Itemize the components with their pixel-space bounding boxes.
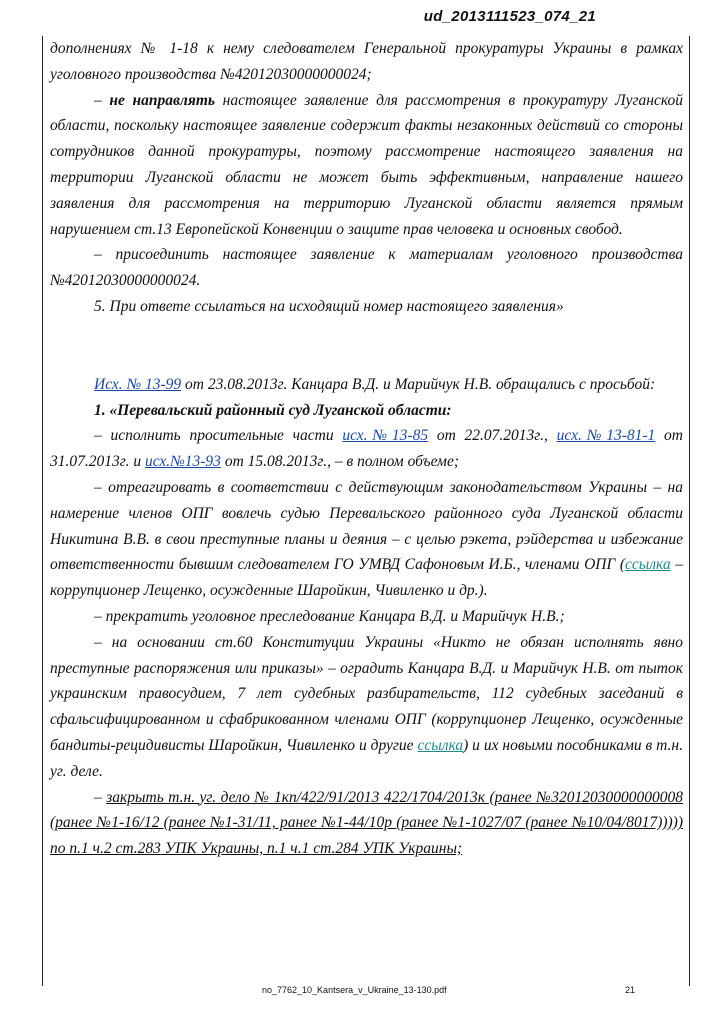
paragraph-text: от 15.08.2013г., – в полном объеме; xyxy=(220,453,459,471)
source-link[interactable]: ссылка xyxy=(625,556,671,574)
paragraph-text: – исполнить просительные части xyxy=(94,427,343,445)
paragraph-reply-note: 5. При ответе ссылаться на исходящий номер настоящего заявления» xyxy=(94,297,564,315)
ref-link-13-81-1[interactable]: исх.№13-81-1 xyxy=(556,427,656,445)
dash: – xyxy=(94,788,107,806)
paragraph-text: от 22.07.2013г., xyxy=(428,427,557,445)
paragraph-text: от 31.07.2013г. и xyxy=(50,427,683,471)
paragraph-text: ) и их новыми пособниками в т.н. уг. деле. xyxy=(50,736,684,780)
court-heading: 1. «Перевальский районный суд Луганской области: xyxy=(94,401,452,419)
paragraph-request xyxy=(50,372,683,398)
paragraph-respond xyxy=(50,475,683,604)
page-number: 21 xyxy=(625,985,636,995)
dash: – xyxy=(94,91,110,109)
document-body xyxy=(50,36,683,862)
outgoing-ref-link[interactable]: Исх. № 13-99 xyxy=(94,375,182,393)
paragraph-attach: – присоединить настоящее заявление к материалам уголовного производства №42012030000000024. xyxy=(50,246,683,290)
paragraph-text: – на основании ст.60 Конституции Украины «Никто не обязан исполнять явно преступные распоряжения или приказы» – оградить Канцара В.Д. и Марийчук Н.В. от пыток украинским правосудием, 7 лет судебных разбирательств, 112 судебных заседаний в сфальсифицированном и сфабрикованном членами ОПГ (коррупционер Лещенко, осужденные бандиты-рецидивисты Шаройкин, Чивиленко и другие xyxy=(50,633,683,754)
paragraph-stop-prosecution: – прекратить уголовное преследование Канцара В.Д. и Марийчук Н.В.; xyxy=(94,607,565,625)
paragraph-not-forward xyxy=(50,88,683,243)
paragraph-constitution xyxy=(50,630,683,785)
paragraph-text: от 23.08.2013г. Канцара В.Д. и Марийчук Н.В. обращались с просьбой: xyxy=(181,375,656,393)
paragraph-execute xyxy=(50,423,683,475)
ref-link-13-93[interactable]: исх.№13-93 xyxy=(144,453,221,471)
source-link[interactable]: ссылка xyxy=(417,736,464,754)
bold-phrase: не направлять xyxy=(109,91,215,109)
underlined-text: закрыть т.н. уг. дело № 1кп/422/91/2013 422/1704/2013к (ранее №32012030000000008 (ранее №1-16/12 (ранее №1-31/11, ранее №1-44/10р (ранее №1-1027/07 (ранее №10/04/8017))))) по п.1 ч.2 ст.283 УПК Украины, п.1 ч.1 ст.284 УПК Украины; xyxy=(50,788,684,858)
footer-filename: no_7762_10_Kantsera_v_Ukraine_13-130.pdf xyxy=(262,985,447,995)
ref-link-13-85[interactable]: исх.№13-85 xyxy=(342,427,429,445)
paragraph-close-case xyxy=(50,785,683,862)
paragraph-continuation: дополнениях № 1-18 к нему следователем Генеральной прокуратуры Украины в рамках уголовного производства №42012030000000024; xyxy=(50,40,683,83)
paragraph-text: – коррупционер Лещенко, осужденные Шаройкин, Чивиленко и др.). xyxy=(50,556,683,600)
right-margin-line xyxy=(689,36,690,986)
paragraph-text: – отреагировать в соответствии с действующим законодательством Украины – на намерение членов ОПГ вовлечь судью Перевальского районного суда Луганской области Никитина В.В. в свои преступные планы и деяния – с целью рэкета, рэйдерства и избежание ответственности бывшим следователем ГО УМВД Сафоновым И.Б., членами ОПГ ( xyxy=(50,478,683,574)
spacer xyxy=(50,320,683,372)
paragraph-text: настоящее заявление для рассмотрения в прокуратуру Луганской области, поскольку настоящее заявление содержит факты незаконных действий со стороны сотрудников данной прокуратуры, поэтому рассмотрение настоящего заявления на территории Луганской области не может быть эффективным, направление нашего заявления для рассмотрения на территорию Луганской области является прямым нарушением ст.13 Европейской Конвенции о защите прав человека и основных свобод. xyxy=(50,91,684,238)
document-id: ud_2013111523_074_21 xyxy=(423,8,596,25)
left-margin-line xyxy=(42,36,43,986)
